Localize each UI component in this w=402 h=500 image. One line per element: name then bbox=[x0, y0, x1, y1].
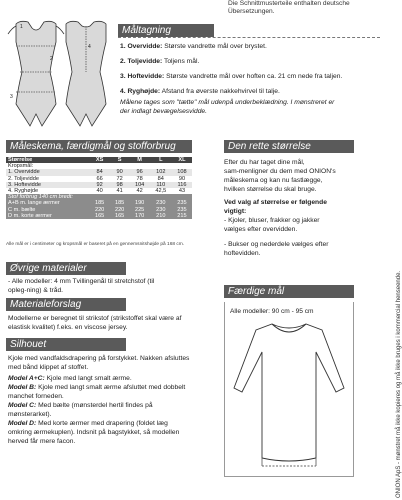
bullet-line: hoftevidden. bbox=[224, 250, 261, 257]
item-term: Hoftevidde: bbox=[127, 73, 165, 80]
text-line: Efter du har taget dine mål, bbox=[224, 159, 305, 166]
copyright-strip bbox=[380, 0, 400, 500]
table-cell: 165 bbox=[110, 213, 130, 219]
text-line: Med bælte (mønsterdel hertil findes på bbox=[38, 402, 153, 409]
item-text: Største vandrette mål over hoften ca. 21 cm nede fra taljen. bbox=[166, 73, 343, 80]
bullet-line: vælges efter overvidden. bbox=[224, 226, 298, 233]
item-term: Ryghøjde: bbox=[127, 88, 161, 95]
maltagning-header bbox=[118, 24, 214, 37]
table-header-cell: S bbox=[110, 157, 130, 163]
text-line: - Alle modeller: 4 mm Tvillingenål til stretchstof (til bbox=[8, 278, 155, 285]
text-line: Kjole med langt smalt ærme. bbox=[46, 375, 132, 382]
text-line: Med korte ærmer med drapering (foldet læg bbox=[38, 420, 168, 427]
silhouet-title: Silhouet bbox=[10, 339, 47, 350]
text-line: herved får mere facon. bbox=[8, 438, 76, 445]
table-cell: 170 bbox=[130, 213, 150, 219]
table-cell: 230 bbox=[150, 200, 172, 206]
table-cell: 225 bbox=[130, 207, 150, 213]
model-entry bbox=[8, 401, 213, 410]
maltagning-title: Måltagning bbox=[122, 25, 171, 36]
measurement-figures bbox=[6, 18, 112, 130]
table-cell: 40 bbox=[96, 188, 103, 195]
figure-number: 3 bbox=[10, 94, 13, 100]
table-cell: 230 bbox=[150, 207, 172, 213]
front-figure bbox=[8, 21, 64, 126]
ovrige-header bbox=[6, 262, 126, 275]
figure-number: 4 bbox=[88, 44, 91, 50]
bullet-line: - Kjoler, bluser, frakker og jakker bbox=[224, 217, 320, 224]
silhouet-text bbox=[8, 354, 213, 446]
table-cell: 96 bbox=[130, 169, 150, 175]
materiale-text bbox=[8, 314, 213, 332]
maltagning-note: Målene tages som "tætte" mål udenpå underbeklædning. I mønstreret er bbox=[120, 99, 335, 106]
item-number: 2. bbox=[120, 58, 126, 65]
table-section-label: Kropsmål: bbox=[8, 163, 34, 170]
divider bbox=[118, 37, 380, 38]
table-cell: 220 bbox=[90, 207, 110, 213]
table-cell: 110 bbox=[150, 182, 172, 188]
text-line: elastisk kvalitet) f.eks. en viscose jersey. bbox=[8, 324, 128, 331]
table-cell: 72 bbox=[116, 175, 123, 182]
table-cell: C m. bælte bbox=[6, 207, 90, 213]
model-entry bbox=[8, 383, 213, 392]
maltagning-note: der indlagt bevægelsesvidde. bbox=[120, 108, 207, 115]
faerdige-label: Alle modeller: 90 cm - 95 cm bbox=[230, 308, 314, 315]
figure-number: 1 bbox=[20, 24, 23, 30]
table-cell: 98 bbox=[110, 182, 130, 188]
table-footnote: Alle mål er i centimeter og kropsmål er baseret på en gennemsnitshøjde på 168 cm. bbox=[6, 242, 185, 247]
top-note-line: Die Schnittmusterteile enthalten deutsche bbox=[228, 0, 350, 7]
maltagning-item bbox=[120, 87, 378, 96]
text-line: måleskema og kan nu fastlægge, bbox=[224, 177, 323, 184]
table-section-label: Stof forbrug 140 cm bredt: bbox=[6, 194, 192, 200]
maltagning-item bbox=[120, 42, 378, 51]
ovrige-text bbox=[8, 277, 208, 295]
storrelse-text bbox=[224, 158, 362, 258]
table-cell: 185 bbox=[110, 200, 130, 206]
table-cell: D m. korte ærmer bbox=[6, 213, 90, 219]
model-label: Model C: bbox=[8, 402, 37, 409]
top-note bbox=[228, 0, 393, 15]
table-row bbox=[6, 207, 192, 213]
text-line: mønsterarket). bbox=[8, 411, 52, 418]
storrelse-title: Den rette størrelse bbox=[228, 141, 311, 152]
table-header-cell: L bbox=[150, 157, 172, 163]
table-header-cell: M bbox=[130, 157, 150, 163]
faerdige-title: Færdige mål bbox=[228, 286, 285, 297]
maltagning-item bbox=[120, 72, 378, 81]
text-line: med bånd klippet af stoffet. bbox=[8, 364, 89, 371]
table-cell: 42,5 bbox=[155, 188, 167, 195]
table-cell: 215 bbox=[172, 213, 192, 219]
table-cell: 235 bbox=[172, 207, 192, 213]
table-cell: 92 bbox=[90, 182, 110, 188]
table-cell: 4. Ryghøjde bbox=[8, 188, 39, 195]
text-line: sam-menligner du dem med ONION's bbox=[224, 168, 336, 175]
item-number: 3. bbox=[120, 73, 126, 80]
item-number: 4. bbox=[120, 88, 126, 95]
model-label: Model A+C: bbox=[8, 375, 45, 382]
silhouet-header bbox=[6, 338, 126, 351]
table-row bbox=[6, 200, 192, 206]
materiale-header bbox=[6, 298, 126, 311]
ovrige-title: Øvrige materialer bbox=[10, 263, 87, 274]
table-row bbox=[6, 213, 192, 219]
item-number: 1. bbox=[120, 43, 126, 50]
measurement-table bbox=[6, 157, 192, 219]
figure-number: 2 bbox=[50, 56, 53, 62]
table-cell: 220 bbox=[110, 207, 130, 213]
table-cell: 78 bbox=[136, 175, 143, 182]
table-cell: 108 bbox=[172, 169, 192, 175]
table-cell: 102 bbox=[150, 169, 172, 175]
model-label: Model B: bbox=[8, 384, 37, 391]
table-cell: 3. Hoftevidde bbox=[6, 182, 90, 188]
maltagning-item bbox=[120, 57, 378, 66]
item-term: Toljevidde: bbox=[127, 58, 163, 65]
table-cell: 165 bbox=[90, 213, 110, 219]
table-cell: 210 bbox=[150, 213, 172, 219]
table-row bbox=[6, 169, 192, 175]
item-text: Afstand fra øverste nakkehvirvel til talje. bbox=[161, 88, 280, 95]
table-cell: 1. Overvidde bbox=[6, 169, 90, 175]
table-cell: A+B m. lange ærmer bbox=[6, 200, 90, 206]
model-entry bbox=[8, 419, 213, 428]
table-cell: 41 bbox=[116, 188, 123, 195]
maleskema-header bbox=[6, 140, 192, 153]
text-line: hvilken størrelse du skal bruge. bbox=[224, 186, 317, 193]
materiale-title: Materialeforslag bbox=[10, 299, 82, 310]
table-cell: 116 bbox=[172, 182, 192, 188]
model-entry bbox=[8, 374, 213, 383]
table-header-cell: XS bbox=[90, 157, 110, 163]
storrelse-header bbox=[224, 140, 354, 153]
table-cell: 190 bbox=[130, 200, 150, 206]
model-label: Model D: bbox=[8, 420, 37, 427]
maleskema-title: Måleskema, færdigmål og stofforbrug bbox=[10, 141, 176, 152]
garment-flat-sketch bbox=[226, 318, 352, 473]
table-cell: 66 bbox=[96, 175, 103, 182]
text-line: Kjole med langt smalt ærme afsluttet med dobbelt bbox=[38, 384, 186, 391]
bullet-line: - Bukser og nederdele vælges efter bbox=[224, 241, 329, 248]
table-cell: 235 bbox=[172, 200, 192, 206]
text-line: Ved valg af størrelse er følgende bbox=[224, 199, 327, 206]
table-cell: 84 bbox=[157, 175, 164, 182]
table-cell: 104 bbox=[130, 182, 150, 188]
faerdige-header bbox=[224, 285, 354, 298]
back-figure bbox=[66, 21, 106, 126]
top-note-line: Übersetzungen. bbox=[228, 7, 275, 15]
copyright-text: ONION ApS - mønstret må ikke kopieres og må ikke bruges i kommercial henseende. bbox=[396, 270, 402, 498]
item-text: Toljens mål. bbox=[164, 58, 200, 65]
maltagning-list bbox=[120, 42, 378, 116]
table-cell: 42 bbox=[136, 188, 143, 195]
text-line: opleg-ning) & tråd. bbox=[8, 287, 64, 294]
item-text: Største vandrette mål over brystet. bbox=[164, 43, 267, 50]
text-line: manchet forneden. bbox=[8, 393, 64, 400]
item-term: Overvidde: bbox=[127, 43, 163, 50]
table-cell: 90 bbox=[178, 175, 186, 182]
table-cell: 185 bbox=[90, 200, 110, 206]
table-cell: 84 bbox=[90, 169, 110, 175]
table-header-cell: XL bbox=[172, 157, 192, 163]
table-cell: 43 bbox=[178, 188, 186, 195]
text-line: Modellerne er beregnet til strikstof (strikstoffet skal være af bbox=[8, 315, 182, 322]
text-line: Kjole med vandfaldsdrapering på forstykket. Nakken afsluttes bbox=[8, 355, 190, 362]
text-line: vigtigt: bbox=[224, 208, 247, 215]
text-line: omkring ærmekuplen). Indsnit på bagstykket, så modellen bbox=[8, 429, 180, 436]
table-header-cell: Størrelse bbox=[6, 157, 90, 163]
table-cell: 90 bbox=[110, 169, 130, 175]
table-cell: 2. Toljevidde bbox=[8, 175, 39, 182]
